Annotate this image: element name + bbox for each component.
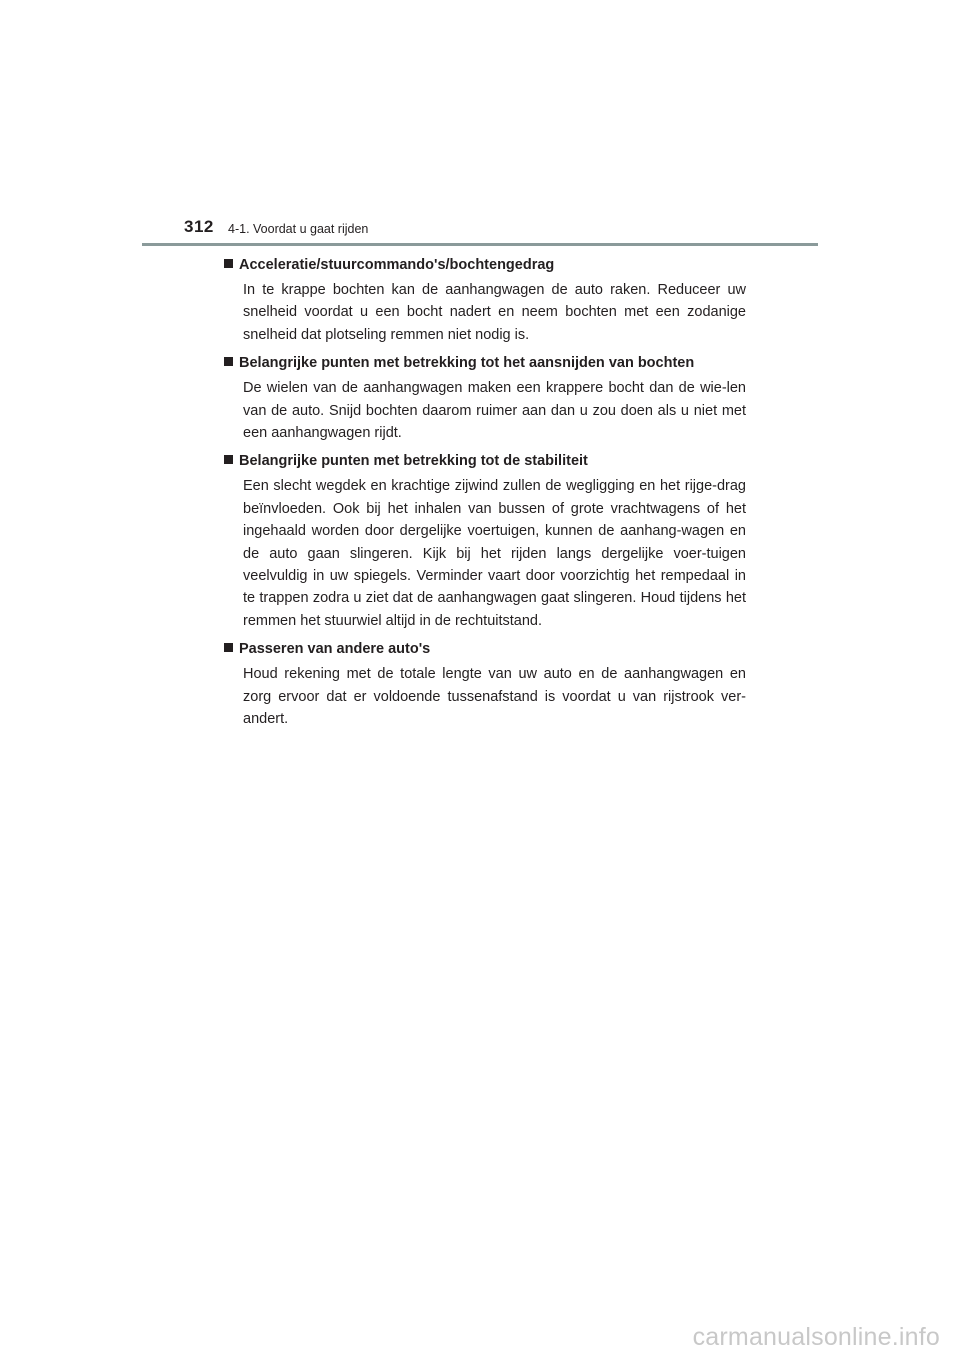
- square-bullet-icon: [224, 357, 233, 366]
- section-paragraph: Houd rekening met de totale lengte van uw auto en de aanhangwagen en zorg ervoor dat er voldoende tussenafstand is voordat u van rijstrook ver-andert.: [243, 666, 746, 728]
- section-passing: [224, 638, 746, 730]
- header-divider: [142, 243, 818, 246]
- document-body: [224, 254, 746, 737]
- section-cornering: [224, 352, 746, 444]
- section-paragraph: De wielen van de aanhangwagen maken een krappere bocht dan de wie-len van de auto. Snijd bochten daarom ruimer aan dan u zou doen als u niet met een aanhangwagen rijdt.: [243, 380, 746, 442]
- section-title: 4-1. Voordat u gaat rijden: [228, 222, 369, 236]
- section-heading-text: Acceleratie/stuurcommando's/bochtengedrag: [239, 257, 555, 273]
- square-bullet-icon: [224, 455, 233, 464]
- section-heading: [224, 450, 746, 472]
- section-heading-text: Belangrijke punten met betrekking tot de stabiliteit: [239, 453, 588, 470]
- section-stability: [224, 450, 746, 632]
- section-acceleration: [224, 254, 746, 346]
- square-bullet-icon: [224, 259, 233, 268]
- section-heading-text: Belangrijke punten met betrekking tot het aansnijden van bochten: [239, 355, 695, 372]
- square-bullet-icon: [224, 643, 233, 652]
- section-paragraph: Een slecht wegdek en krachtige zijwind zullen de wegligging en het rijge-drag beïnvloeden. Ook bij het inhalen van bussen of grote vrachtwagens of het ingehaald worden door dergelijke voertuigen, kunnen de aanhang-wagen en de auto gaan slingeren. Kijk bij het rijden langs dergelijke voer-tuigen veelvuldig in uw spiegels. Verminder vaart door voorzichtig het rempedaal in te trappen zodra u ziet dat de aanhangwagen gaat slingeren. Houd tijdens het remmen het stuurwiel altijd in de rechtuitstand.: [243, 478, 746, 629]
- section-heading: [224, 638, 746, 660]
- section-heading-text: Passeren van andere auto's: [239, 641, 431, 658]
- section-heading: [224, 352, 746, 374]
- page-number: 312: [184, 217, 214, 236]
- watermark: carmanualsonline.info: [692, 1323, 940, 1351]
- section-heading: [224, 254, 746, 276]
- section-paragraph: In te krappe bochten kan de aanhangwagen de auto raken. Reduceer uw snelheid voordat u een bocht nadert en neem bochten met een zodanige snelheid dat plotseling remmen niet nodig is.: [243, 282, 746, 343]
